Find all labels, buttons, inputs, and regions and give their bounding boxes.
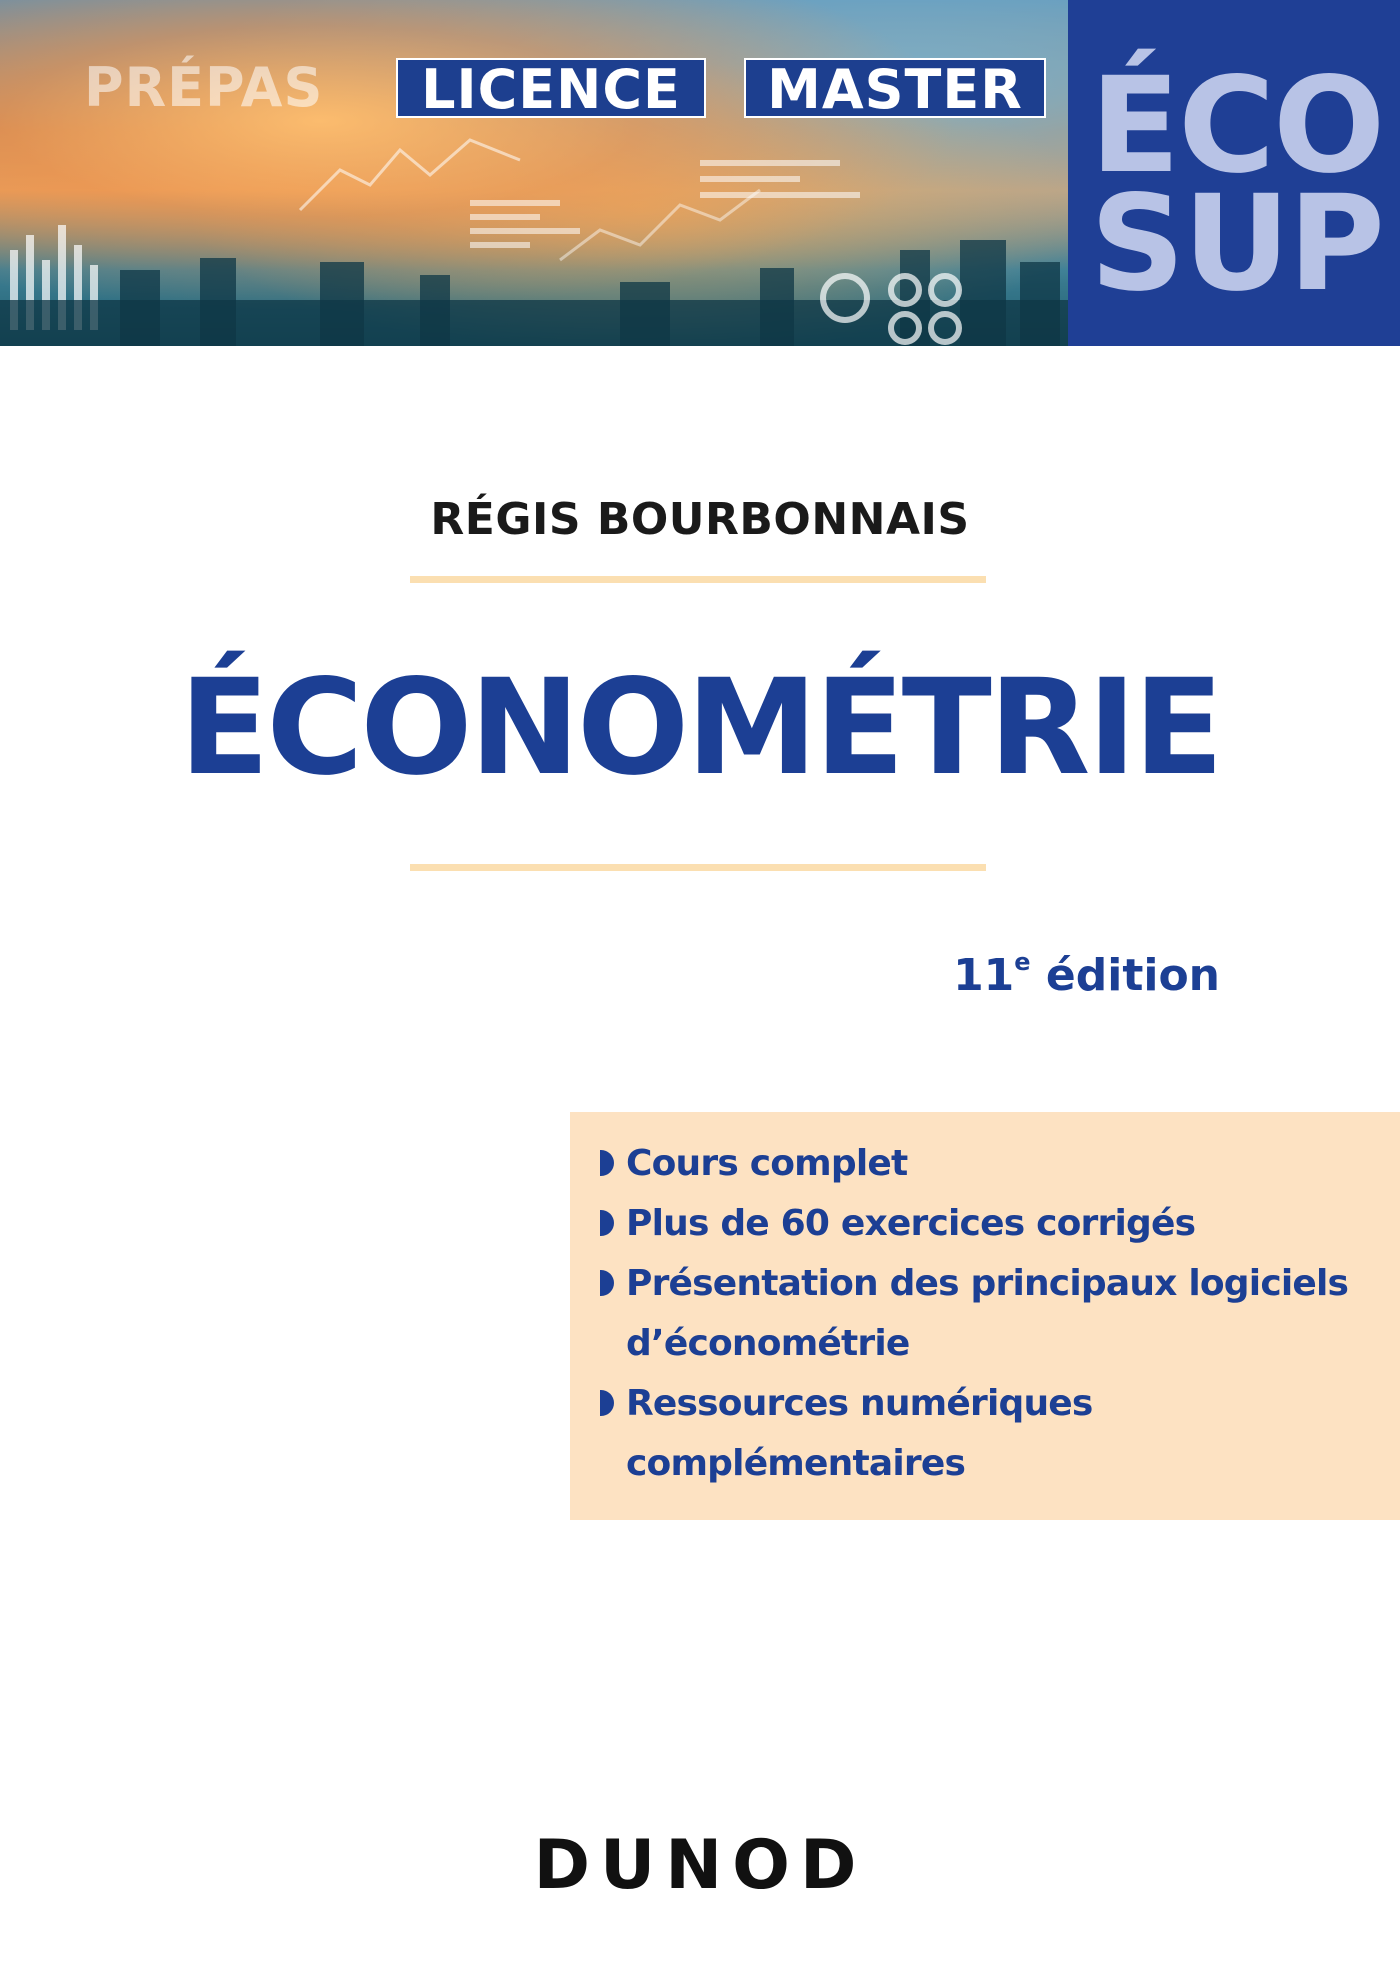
series-logo-line1: ÉCO xyxy=(1090,49,1384,203)
series-logo xyxy=(1068,0,1400,346)
feature-item xyxy=(600,1134,1380,1194)
title-divider-top xyxy=(410,576,986,583)
city-skyline-illustration xyxy=(0,0,1068,346)
edition-number: 11 xyxy=(953,950,1015,1001)
feature-item-text: Ressources numériques complémentaires xyxy=(626,1383,1093,1484)
edition-label xyxy=(860,950,1220,1001)
feature-item-text: Présentation des principaux logiciels d’économétrie xyxy=(626,1263,1349,1364)
level-tag-licence: LICENCE xyxy=(396,58,706,118)
features-box xyxy=(570,1112,1400,1520)
title-divider-bottom xyxy=(410,864,986,871)
feature-item-text: Cours complet xyxy=(626,1143,908,1184)
level-tag-master: MASTER xyxy=(744,58,1046,118)
feature-item xyxy=(600,1374,1380,1494)
author-name: RÉGIS BOURBONNAIS xyxy=(430,494,970,545)
book-title: ÉCONOMÉTRIE xyxy=(179,651,1221,805)
cover-banner-image xyxy=(0,0,1068,346)
feature-item xyxy=(600,1194,1380,1254)
series-logo-line2: SUP xyxy=(1090,167,1383,321)
feature-item xyxy=(600,1254,1380,1374)
level-tag-prepas: PRÉPAS xyxy=(84,56,324,119)
edition-suffix: e xyxy=(1014,948,1031,976)
publisher-logo: DUNOD xyxy=(533,1826,867,1905)
feature-item-text: Plus de 60 exercices corrigés xyxy=(626,1203,1196,1244)
edition-word: édition xyxy=(1045,950,1220,1001)
